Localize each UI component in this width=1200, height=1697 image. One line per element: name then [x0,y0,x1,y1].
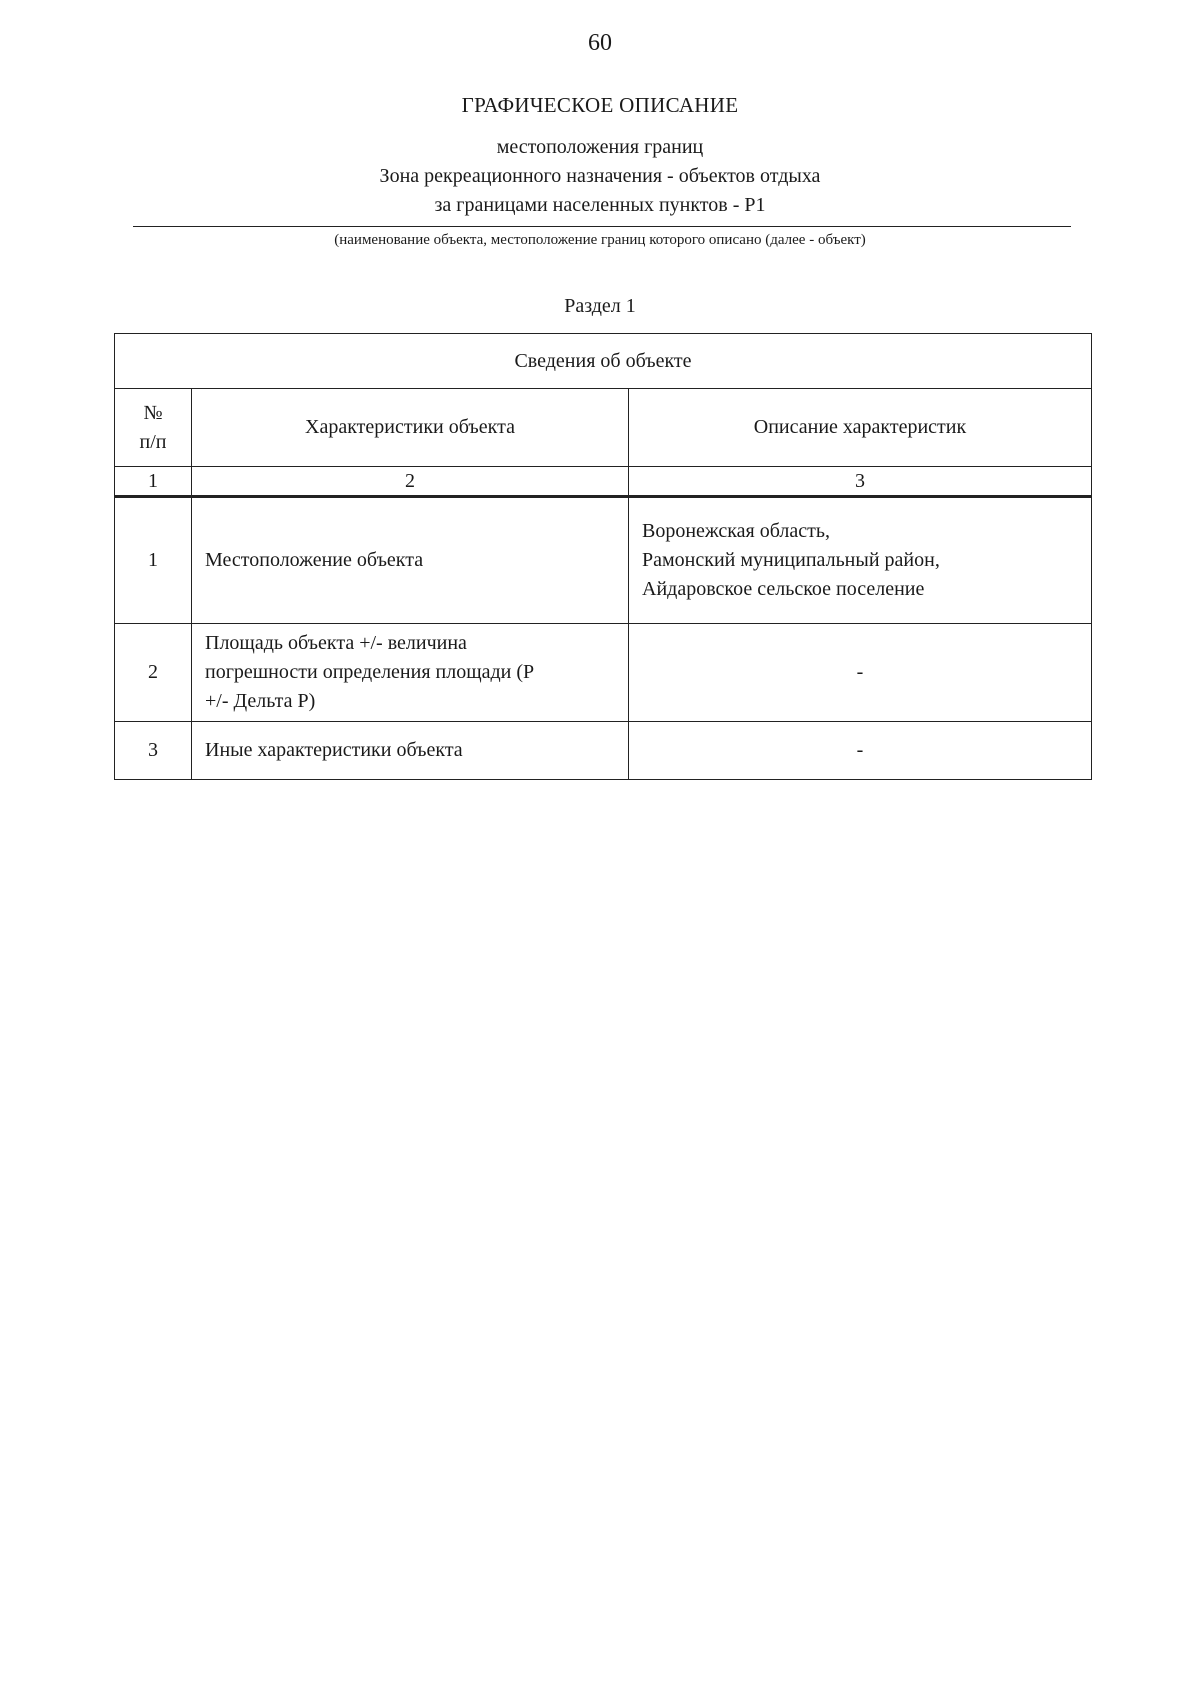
column-number-1: 1 [115,467,192,497]
table-title-row [115,334,1092,389]
table-row [115,722,1092,780]
column-number-row [115,467,1092,497]
header-description: Описание характеристик [629,389,1092,467]
description-cell: - [629,624,1092,722]
object-info-table [114,333,1092,780]
description-line: Рамонский муниципальный район, [642,549,940,571]
characteristic-cell: Иные характеристики объекта [192,722,629,780]
object-info-table-wrapper [114,333,1091,780]
header-number [115,389,192,467]
title-underline [133,226,1071,227]
characteristic-line: +/- Дельта Р) [205,690,316,712]
table-row [115,497,1092,624]
page-number: 60 [588,30,612,56]
column-number-3: 3 [629,467,1092,497]
header-characteristics: Характеристики объекта [192,389,629,467]
characteristic-cell [192,624,629,722]
subtitle-line-2: Зона рекреационного назначения - объектов отдыха [379,165,821,187]
header-number-line-1: № [143,401,163,424]
subtitle-line-1: местоположения границ [496,136,704,158]
section-heading: Раздел 1 [564,295,636,317]
row-number: 2 [115,624,192,722]
object-caption: (наименование объекта, местоположение границ которого описано (далее - объект) [334,232,866,248]
row-number: 3 [115,722,192,780]
header-number-line-2: п/п [139,430,167,453]
characteristic-line: погрешности определения площади (Р [205,661,535,683]
table-header-row [115,389,1092,467]
table-row [115,624,1092,722]
row-number: 1 [115,497,192,624]
table-title: Сведения об объекте [115,334,1092,389]
column-number-2: 2 [192,467,629,497]
characteristic-cell: Местоположение объекта [192,497,629,624]
description-line: Воронежская область, [642,520,831,542]
description-cell: - [629,722,1092,780]
document-title: ГРАФИЧЕСКОЕ ОПИСАНИЕ [461,93,739,117]
subtitle-line-3: за границами населенных пунктов - Р1 [434,194,766,216]
description-line: Айдаровское сельское поселение [642,578,925,600]
description-cell [629,497,1092,624]
characteristic-line: Площадь объекта +/- величина [205,632,467,654]
